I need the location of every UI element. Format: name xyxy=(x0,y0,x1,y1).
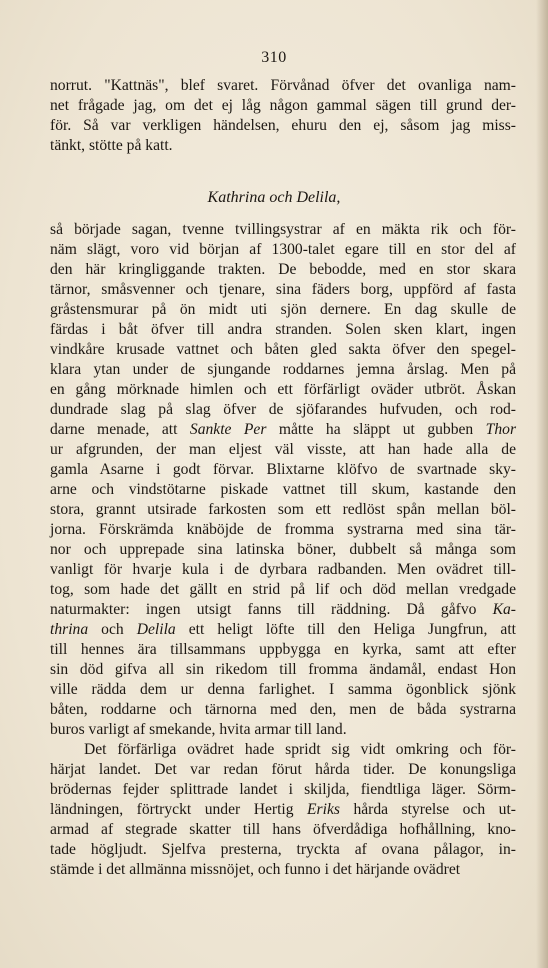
text-segment: tade högljudt. Sjelfva presterna, tryckta af ovana pålagor, in- xyxy=(50,841,516,858)
text-segment: och xyxy=(88,621,137,638)
text-line xyxy=(50,520,516,540)
text-segment: hårda styrelse och ut- xyxy=(339,801,516,818)
text-line xyxy=(50,300,516,320)
text-line xyxy=(50,76,516,96)
story-heading: Kathrina och Delila, xyxy=(207,189,341,206)
text-segment: brödernas fejder splittrade landet i skiljda, fiendtliga läger. Sörm- xyxy=(50,781,516,798)
text-line xyxy=(50,580,516,600)
text-segment: tog, som hade det gällt en strid på lif och död mellan vredgade xyxy=(50,581,516,598)
text-line xyxy=(50,480,516,500)
text-segment: sin död gifva all sin rikedom till fromma ändamål, endast Hon xyxy=(50,661,516,678)
text-line xyxy=(50,420,516,440)
text-segment: net frågade jag, om det ej låg någon gammal sägen till grund der- xyxy=(50,97,516,114)
text-line xyxy=(50,540,516,560)
text-line xyxy=(50,860,516,880)
text-segment: den här kringliggande trakten. De bebodde, med en stor skara xyxy=(50,261,516,278)
text-line xyxy=(50,800,516,820)
text-line xyxy=(50,400,516,420)
italic-name: thrina xyxy=(50,621,89,638)
text-line xyxy=(50,620,516,640)
text-segment: ländningen, förtryckt under Hertig xyxy=(50,801,308,818)
text-line xyxy=(50,380,516,400)
text-line xyxy=(50,500,516,520)
text-segment: så började sagan, tvenne tvillingsystrar af en mäkta rik och för- xyxy=(50,221,516,238)
text-segment: stora, grannt utsirade farkosten som ett redlöst spån mellan böl- xyxy=(50,501,516,518)
text-line xyxy=(50,360,516,380)
text-line xyxy=(50,720,516,740)
text-line xyxy=(50,136,516,156)
text-segment: norrut. "Kattnäs", blef svaret. Förvånad öfver det ovanliga nam- xyxy=(50,77,516,94)
text-line xyxy=(50,220,516,240)
text-segment: ville rädda dem ur denna farlighet. I samma ögonblick sjönk xyxy=(50,681,516,698)
page-number: 310 xyxy=(261,49,287,66)
text-line xyxy=(50,740,516,760)
text-segment: armad af stegrade skatter till hans öfverdådiga hofhållning, kno- xyxy=(50,821,516,838)
text-line xyxy=(50,116,516,136)
text-segment: dundrade slag på slag öfver de sjöfarandes hufvuden, och rod- xyxy=(50,401,516,418)
text-segment: för. Så var verkligen händelsen, ehuru den ej, såsom jag miss- xyxy=(50,117,516,134)
text-segment: härjat landet. Det var redan förut hårda tider. De konungsliga xyxy=(50,761,516,778)
text-segment: gamla Asarne i godt förvar. Blixtarne klöfvo de svartnade sky- xyxy=(50,461,516,478)
text-segment: måtte ha släppt ut gubben xyxy=(266,421,486,438)
text-segment: vindkåre krusade vattnet och båten gled sakta öfver den spegel- xyxy=(50,341,516,358)
text-line xyxy=(50,340,516,360)
italic-name: Ka- xyxy=(492,601,516,618)
text-line xyxy=(50,640,516,660)
text-line xyxy=(50,560,516,580)
text-line xyxy=(50,600,516,620)
text-line xyxy=(50,460,516,480)
text-line xyxy=(50,780,516,800)
italic-name: Eriks xyxy=(307,801,340,818)
text-segment: näm slägt, voro vid början af 1300-talet egare till en stor del af xyxy=(50,241,516,258)
text-line xyxy=(50,260,516,280)
text-line xyxy=(50,440,516,460)
text-line xyxy=(50,820,516,840)
paragraph-top xyxy=(50,76,516,156)
text-segment: klara ytan under de sjungande roddarnes jemna årslag. Men på xyxy=(50,361,516,378)
text-line xyxy=(50,760,516,780)
text-segment: naturmakter: ingen utsigt fanns till räddning. Då gåfvo xyxy=(50,601,493,618)
text-segment: nor och upprepade sina latinska böner, dubbelt så många som xyxy=(50,541,516,558)
text-segment: tärnor, småsvenner och tjenare, sina fäders borg, uppförd af fasta xyxy=(50,281,516,298)
italic-name: Sankte Per xyxy=(189,421,267,438)
text-line xyxy=(50,280,516,300)
text-segment: en gång mörknade himlen och ett förfärligt oväder utbröt. Åskan xyxy=(50,381,516,398)
text-segment: jorna. Förskrämda knäböjde de fromma systrarna med sina tär- xyxy=(50,521,516,538)
paragraph-main xyxy=(50,220,516,880)
text-segment: vanligt för hvarje kula i de dyrbara radbanden. Men ovädret till- xyxy=(50,561,516,578)
text-line xyxy=(50,660,516,680)
text-segment: gråstensmurar på ön midt uti sjön dernere. En dag skulle de xyxy=(50,301,516,318)
text-segment: tänkt, stötte på katt. xyxy=(50,137,173,154)
page-edge-shadow xyxy=(536,0,548,968)
text-line xyxy=(50,96,516,116)
text-line xyxy=(50,320,516,340)
text-segment: till hennes ära tillsammans uppbygga en kyrka, samt att efter xyxy=(50,641,516,658)
italic-name: Thor xyxy=(485,421,517,438)
italic-name: Delila xyxy=(136,621,176,638)
text-segment: båten, roddarne och tärnorna med den, men de båda systrarna xyxy=(50,701,516,718)
text-segment: ur afgrunden, der man eljest väl visste, att han hade alla de xyxy=(50,441,516,458)
text-segment: färdas i båt öfver till andra stranden. Solen sken klart, ingen xyxy=(50,321,516,338)
text-segment: stämde i det allmänna missnöjet, och funno i det härjande ovädret xyxy=(50,861,461,878)
text-segment: ett heligt löfte till den Heliga Jungfrun, att xyxy=(175,621,516,638)
text-segment: Det förfärliga ovädret hade spridt sig vidt omkring och för- xyxy=(84,741,516,758)
text-segment: buros varligt af smekande, hvita armar till land. xyxy=(50,721,347,738)
text-segment: darne menade, att xyxy=(50,421,190,438)
text-line xyxy=(50,680,516,700)
text-line xyxy=(50,700,516,720)
text-segment: arne och vindstötarne piskade vattnet till skum, kastande den xyxy=(50,481,516,498)
text-line xyxy=(50,840,516,860)
text-line xyxy=(50,240,516,260)
